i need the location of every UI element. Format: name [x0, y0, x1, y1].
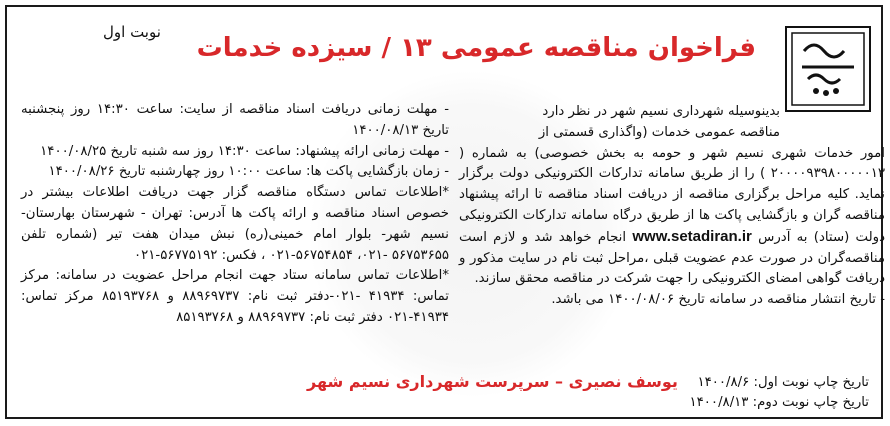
- website-link[interactable]: www.setadiran.ir: [632, 227, 752, 245]
- publish-date: - تاریخ انتشار مناقصه در سامانه تاریخ ۱۴۰۰/۰۸/۰۶ می باشد.: [551, 292, 885, 308]
- signature: یوسف نصیری – سرپرست شهرداری نسیم شهر: [307, 372, 678, 391]
- opening-time: - زمان بازگشایی پاکت ها: ساعت ۱۰:۰۰ روز چهارشنبه تاریخ ۱۴۰۰/۰۸/۲۶: [48, 164, 449, 180]
- intro-line-1: بدینوسیله شهرداری نسیم شهر در نظر دارد: [542, 104, 780, 119]
- deadline-docs: - مهلت زمانی دریافت اسناد مناقصه از سایت: ساعت ۱۴:۳۰ روز پنجشنبه تاریخ ۱۴۰۰/۰۸/۱۳: [21, 102, 450, 138]
- notice-title: فراخوان مناقصه عمومی ۱۳ / سیزده خدمات: [196, 33, 756, 63]
- left-column: [21, 100, 449, 329]
- print-dates: [690, 373, 870, 413]
- print-date-second: تاریخ چاپ نوبت دوم: ۱۴۰۰/۸/۱۳: [689, 395, 869, 410]
- round-label: نوبت اول: [103, 23, 161, 41]
- intro-paragraph: [459, 144, 885, 291]
- intro-after-site: انجام خواهد شد و لازم است مناقصه‌گران در صورت عدم عضویت قبلی ،مراحل ثبت نام در سایت مذکور و دریافت گواهی امضای الکترونیکی را جهت شرکت در مناقصه محقق سازند.: [459, 229, 885, 287]
- print-date-first: تاریخ چاپ نوبت اول: ۱۴۰۰/۸/۶: [697, 375, 869, 390]
- contact-setad: *اطلاعات تماس سامانه ستاد جهت انجام مراحل عضویت در سامانه: مرکز تماس: ۴۱۹۳۴ -۰۲۱-دفتر ثبت نام: ۸۸۹۶۹۷۳۷ و ۸۵۱۹۳۷۶۸ مرکز تماس: ۴۱۹۳۴-۰۲۱ دفتر ثبت نام: ۸۸۹۶۹۷۳۷ و ۸۵۱۹۳۷۶۸: [21, 268, 450, 325]
- contact-organizer: *اطلاعات تماس دستگاه مناقصه گزار جهت دریافت اطلاعات بیشتر در خصوص اسناد مناقصه و ارائه پاکت ها آدرس: تهران - شهرستان بهارستان- نسیم شهر- بلوار امام خمینی(ره) نبش میدان هفت تیر (شماره تلفن ۵۶۷۵۳۶۵۵ -۰۲۱، ۵۶۷۵۴۸۵۴-۰۲۱ ، فکس: ۵۶۷۷۵۱۹۲-۰۲۱: [21, 185, 449, 263]
- notice-frame: [5, 5, 883, 419]
- intro-line-2: مناقصه عمومی خدمات (واگذاری قسمتی از: [538, 124, 780, 140]
- deadline-offers: - مهلت زمانی ارائه پیشنهاد: ساعت ۱۴:۳۰ روز سه شنبه تاریخ ۱۴۰۰/۰۸/۲۵: [40, 143, 449, 159]
- right-column: [459, 102, 885, 311]
- intro-text: امور خدمات شهری نسیم شهر و حومه به بخش خصوصی) به شماره ( ۲۰۰۰۰۹۳۹۸۰۰۰۰۰۱۳ ) را از طریق سامانه تدارکات الکترونیکی دولت برگزار نماید. کلیه مراحل برگزاری مناقصه از دریافت اسناد مناقصه تا ارائه پیشنهاد مناقصه گران و بازگشایی پاکت ها از طریق درگاه سامانه تدارکات الکترونیکی دولت (ستاد) به آدرس: [459, 145, 885, 245]
